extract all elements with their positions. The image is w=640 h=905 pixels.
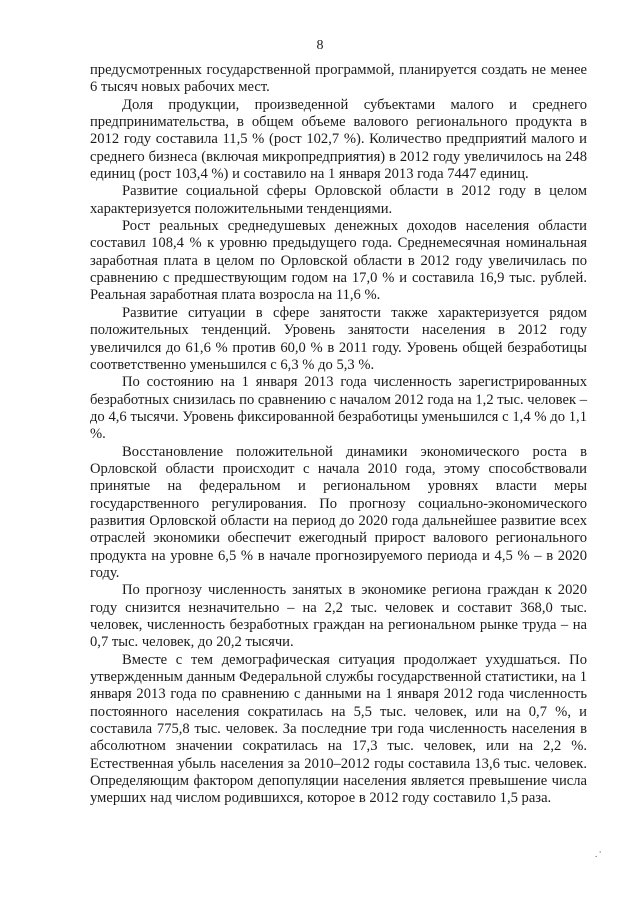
paragraph-small-business: Доля продукции, произведенной субъектами малого и среднего предпринимательства, в общем объеме валового регионального продукта в 2012 году составила 11,5 % (рост 102,7 %). Количество предприятий малого и среднего бизнеса (включая микропредприятия) в 2012 году увеличилось на 248 единиц (рост 103,4 %) и составило на 1 января 2013 года 7447 единиц. bbox=[90, 96, 587, 183]
paragraph-continuation: предусмотренных государственной программой, планируется создать не менее 6 тысяч новых рабочих мест. bbox=[90, 62, 587, 96]
paragraph-employment: Развитие ситуации в сфере занятости также характеризуется рядом положительных тенденций. Уровень занятости населения в 2012 году увеличился до 61,6 % против 60,0 % в 2011 году. Уровень общей безработицы соответственно уменьшился с 6,3 % до 5,3 %. bbox=[90, 304, 587, 373]
paragraph-employment-forecast: По прогнозу численность занятых в экономике региона граждан к 2020 году снизится незначительно – на 2,2 тыс. человек и составит 368,0 тыс. человек, численность безработных граждан на региональном рынке труда – на 0,7 тыс. человек, до 20,2 тысячи. bbox=[90, 582, 587, 651]
page-number: 8 bbox=[316, 38, 324, 53]
paragraph-income-growth: Рост реальных среднедушевых денежных доходов населения области составил 108,4 % к уровню предыдущего года. Среднемесячная номинальная заработная плата в целом по Орловской области в 2012 году увеличилась по сравнению с предшествующим годом на 17,0 % и составила 16,9 тыс. рублей. Реальная заработная плата возросла на 11,6 %. bbox=[90, 218, 587, 304]
scan-mark: . · bbox=[592, 846, 604, 861]
paragraph-social-sphere: Развитие социальной сферы Орловской области в 2012 году в целом характеризуется положительными тенденциями. bbox=[90, 183, 587, 217]
paragraph-demography: Вместе с тем демографическая ситуация продолжает ухудшаться. По утвержденным данным Федеральной службы государственной статистики, на 1 января 2013 года по сравнению с данными на 1 января 2012 года численность постоянного населения сократилась на 5,5 тыс. человек, или на 0,7 %, и составила 775,8 тыс. человек. За последние три года численность населения в абсолютном значении сократилась на 17,3 тыс. человек, или на 2,2 %. Естественная убыль населения за 2010–2012 годы составила 13,6 тыс. человек. Определяющим фактором депопуляции населения является превышение числа умерших над числом родившихся, которое в 2012 году составило 1,5 раза. bbox=[90, 651, 587, 807]
document-body bbox=[90, 62, 587, 808]
paragraph-unemployed: По состоянию на 1 января 2013 года численность зарегистрированных безработных снизилась по сравнению с началом 2012 года на 1,2 тыс. человек – до 4,6 тысячи. Уровень фиксированной безработицы уменьшился с 1,4 % до 1,1 %. bbox=[90, 374, 587, 443]
paragraph-economic-recovery: Восстановление положительной динамики экономического роста в Орловской области происходит с начала 2010 года, этому способствовали принятые на федеральном и региональном уровнях власти меры государственного регулирования. По прогнозу социально-экономического развития Орловской области на период до 2020 года дальнейшее развитие всех отраслей экономики обеспечит ежегодный прирост валового регионального продукта на уровне 6,5 % в начале прогнозируемого периода и 4,5 % – в 2020 году. bbox=[90, 443, 587, 581]
